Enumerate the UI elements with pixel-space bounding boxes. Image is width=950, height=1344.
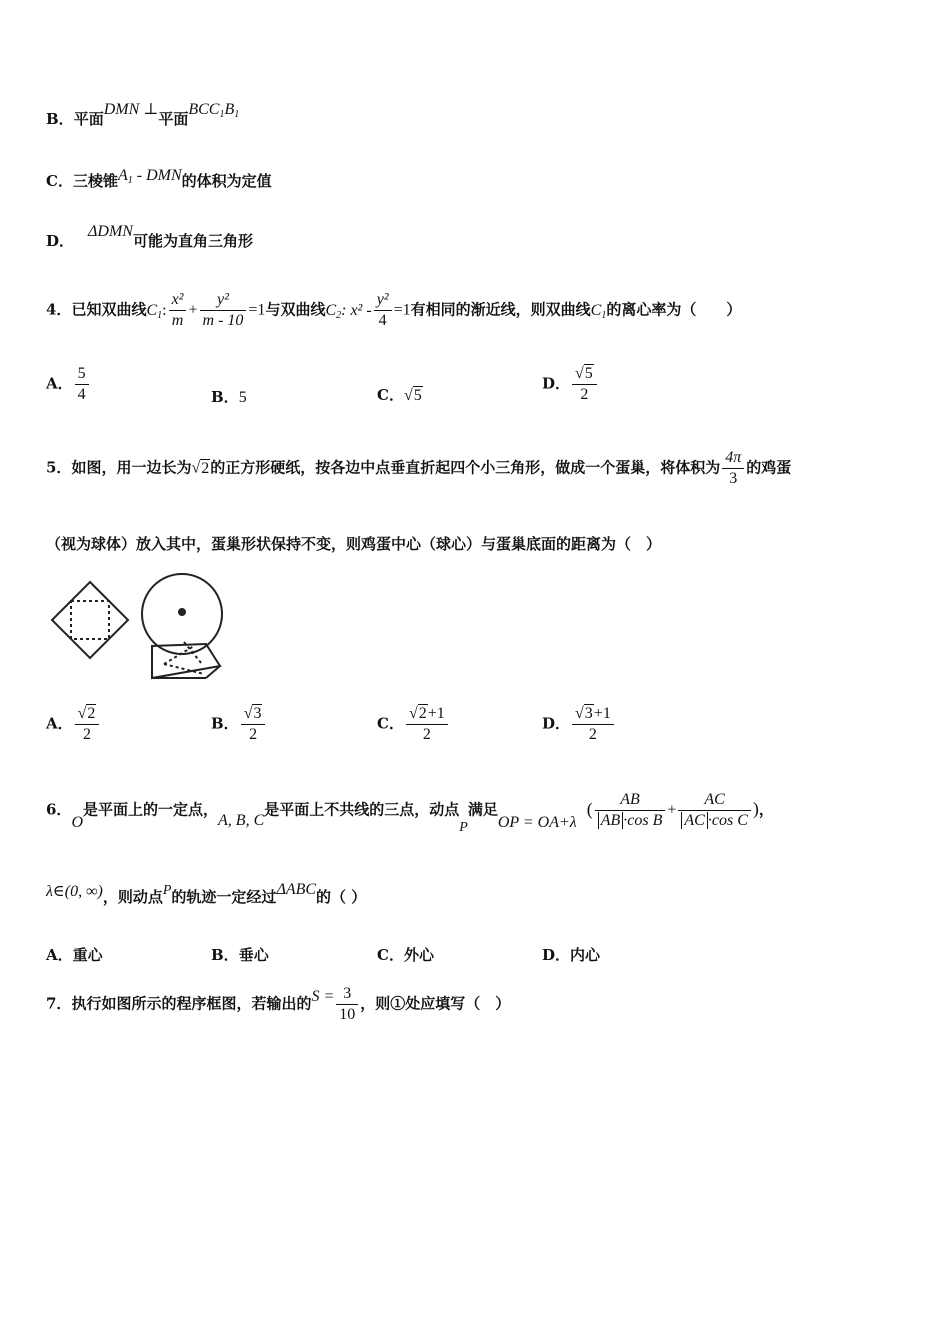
- option-label: C．: [377, 386, 404, 404]
- q4-option-c[interactable]: [377, 384, 423, 405]
- math-triangle-abc: ΔABC: [276, 881, 317, 898]
- option-label: B．: [211, 714, 239, 733]
- fraction-ac: [678, 790, 750, 831]
- q3-option-b[interactable]: [46, 101, 240, 130]
- denominator: 4: [77, 386, 86, 403]
- option-text: 外心: [403, 946, 434, 964]
- math-bcc: BCC: [188, 101, 220, 118]
- q6-stem-line2: [46, 881, 367, 907]
- text: 满足: [467, 800, 498, 819]
- text: 平面: [73, 110, 104, 128]
- text: ，: [758, 800, 774, 819]
- sqrt-icon: √: [575, 365, 584, 382]
- text: 已知双曲线: [71, 300, 147, 319]
- radicand: 5: [413, 387, 422, 404]
- value: 5: [238, 389, 247, 406]
- math-abc: A, B, C: [218, 811, 265, 829]
- q5-stem-line1: [46, 448, 791, 489]
- option-label: D．: [542, 946, 571, 964]
- option-label: C．: [377, 714, 404, 733]
- text: 的鸡蛋: [746, 458, 792, 477]
- text: 执行如图所示的程序框图，若输出的: [71, 994, 312, 1013]
- option-text: 内心: [570, 946, 601, 964]
- fraction-3-10: [336, 984, 358, 1025]
- radicand: 2: [418, 705, 427, 722]
- radicand: 5: [584, 365, 593, 382]
- fraction-ab: [595, 790, 666, 831]
- math-s: S =: [311, 987, 335, 1005]
- option-text: 重心: [72, 946, 103, 964]
- dashed-inner-square: [71, 601, 109, 639]
- egg-in-nest-diagram: [142, 574, 222, 678]
- question-number: 5．: [46, 458, 72, 477]
- math-lparen: (: [586, 798, 593, 819]
- q5-option-c[interactable]: [377, 704, 450, 745]
- q4-option-a[interactable]: [46, 364, 91, 405]
- math-c: C: [325, 301, 337, 319]
- text: 的离心率为（ ）: [606, 300, 742, 319]
- sqrt-icon: √: [77, 705, 87, 722]
- math-lambda-range: λ∈(0, ∞): [46, 883, 103, 900]
- option-text: 垂心: [238, 946, 269, 964]
- fraction-y2-4: [374, 290, 392, 331]
- math-p: P: [459, 819, 468, 835]
- math-sub: 1: [601, 309, 607, 321]
- radicand: 3: [584, 705, 593, 722]
- denominator: m: [171, 312, 184, 329]
- math-x2: : x² -: [341, 301, 372, 319]
- text: 的正方形硬纸，按各边中点垂直折起四个小三角形，做成一个蛋巢，将体积为: [210, 458, 721, 477]
- denominator-abs: AB: [598, 812, 624, 829]
- sqrt-icon: √: [403, 387, 413, 404]
- option-label: B．: [211, 946, 239, 964]
- math-sub: 1: [157, 309, 163, 321]
- math-b: B: [224, 101, 235, 118]
- text: 的（ ）: [316, 888, 367, 906]
- radicand: 3: [253, 705, 262, 722]
- numerator: 3: [336, 984, 358, 1005]
- numerator: AB: [595, 790, 666, 811]
- sqrt: [404, 386, 423, 404]
- folded-square-diagram: [52, 582, 128, 658]
- numerator: [572, 364, 597, 385]
- text: 与双曲线: [265, 300, 326, 319]
- denominator: 2: [588, 726, 597, 743]
- math-eq: =1: [393, 301, 411, 319]
- math-p: P: [162, 883, 172, 898]
- math-c: C: [146, 301, 158, 319]
- text: ，则①处应填写（ ）: [360, 994, 511, 1013]
- center-dot: [179, 609, 185, 615]
- denominator: 2: [580, 386, 589, 403]
- numerator: [241, 704, 266, 725]
- math-dmn: - DMN: [132, 167, 182, 184]
- option-label: A．: [46, 946, 73, 964]
- math-o: O: [71, 813, 83, 831]
- q5-option-b[interactable]: [211, 704, 267, 745]
- denominator: 4: [378, 312, 387, 329]
- math-plus: +: [188, 301, 198, 319]
- numerator: y²: [374, 290, 392, 311]
- math-sub: 1: [127, 175, 133, 186]
- math-dmn-perp: DMN ⊥: [103, 101, 159, 118]
- numerator: [572, 704, 614, 725]
- option-label: D．: [46, 232, 75, 250]
- question-number: 6．: [46, 800, 72, 819]
- text: 有相同的渐近线，则双曲线: [410, 300, 591, 319]
- option-label: D．: [542, 714, 571, 733]
- denominator: m - 10: [202, 312, 244, 329]
- q5-stem-line2: [46, 533, 661, 554]
- sqrt: [191, 459, 210, 477]
- sqrt-icon: √: [575, 705, 584, 722]
- numerator: 4π: [722, 448, 744, 469]
- sqrt-icon: √: [191, 459, 201, 477]
- q4-stem: [46, 290, 741, 331]
- math-c: C: [590, 301, 602, 319]
- outer-square: [52, 582, 128, 658]
- text: ，则动点: [102, 888, 163, 906]
- egg-nest-figure: [44, 566, 234, 686]
- sqrt-icon: √: [243, 705, 253, 722]
- math-sub: 1: [219, 109, 225, 120]
- text: 平面: [158, 110, 189, 128]
- denominator-abs: AC: [681, 812, 707, 829]
- numerator: x²: [169, 290, 187, 311]
- q5-option-d[interactable]: [542, 704, 616, 745]
- q3-option-c[interactable]: [46, 167, 272, 192]
- numerator: [406, 704, 448, 725]
- plus-one: +1: [593, 705, 611, 722]
- denominator: 2: [249, 726, 258, 743]
- q3-option-d[interactable]: [46, 223, 253, 251]
- numerator: [75, 704, 100, 725]
- denominator-cos: ·cos B: [623, 812, 663, 829]
- math-eq: =1: [248, 301, 266, 319]
- q4-option-b[interactable]: [211, 386, 247, 407]
- numerator: 5: [75, 364, 89, 385]
- question-number: 4．: [46, 300, 72, 319]
- q4-option-d[interactable]: [542, 364, 599, 405]
- plus-one: +1: [427, 705, 445, 722]
- denominator-cos: ·cos C: [707, 812, 748, 829]
- denominator: 3: [729, 470, 738, 487]
- text: 是平面上的一定点，: [83, 800, 219, 819]
- q6-option-d[interactable]: [542, 944, 600, 965]
- math-sub: 1: [234, 109, 240, 120]
- option-label: D．: [542, 374, 571, 393]
- q6-stem-line1: [46, 790, 774, 835]
- sqrt-icon: √: [408, 705, 418, 722]
- fraction-x2-m: [169, 290, 187, 331]
- radicand: 2: [87, 705, 96, 722]
- text: 可能为直角三角形: [132, 232, 253, 250]
- denominator: 2: [422, 726, 431, 743]
- denominator: 2: [83, 726, 92, 743]
- text: 如图，用一边长为: [71, 458, 192, 477]
- q5-option-a[interactable]: [46, 704, 101, 745]
- radicand: 2: [201, 459, 210, 477]
- option-label: C．: [377, 946, 404, 964]
- text: （视为球体）放入其中，蛋巢形状保持不变，则鸡蛋中心（球心）与蛋巢底面的距离为（ ）: [46, 535, 662, 553]
- option-label: B．: [211, 388, 239, 406]
- q6-option-b[interactable]: [211, 944, 269, 965]
- math-sub: 2: [336, 309, 342, 321]
- text: 是平面上不共线的三点，动点: [264, 800, 460, 819]
- q7-stem: [46, 984, 510, 1025]
- text: 的轨迹一定经过: [171, 888, 277, 906]
- fraction-y2-m10: [200, 290, 247, 331]
- math-plus: +: [667, 801, 677, 819]
- question-number: 7．: [46, 994, 72, 1013]
- option-label: B．: [46, 110, 74, 128]
- fraction-volume: [722, 448, 744, 489]
- option-label: A．: [46, 714, 73, 733]
- option-label: C．: [46, 172, 73, 190]
- denominator: 10: [339, 1006, 356, 1023]
- math-colon: :: [162, 301, 167, 319]
- q6-option-a[interactable]: [46, 944, 103, 965]
- numerator: y²: [200, 290, 247, 311]
- math-triangle-dmn: ΔDMN: [88, 223, 133, 240]
- text: 的体积为定值: [181, 172, 272, 190]
- numerator: AC: [678, 790, 750, 811]
- option-label: A．: [46, 374, 73, 393]
- math-rparen: ): [752, 798, 759, 819]
- math-a: A: [117, 167, 128, 184]
- math-op-equation: OP = OA+λ: [497, 813, 577, 831]
- q6-option-c[interactable]: [377, 944, 434, 965]
- text: 三棱锥: [72, 172, 118, 190]
